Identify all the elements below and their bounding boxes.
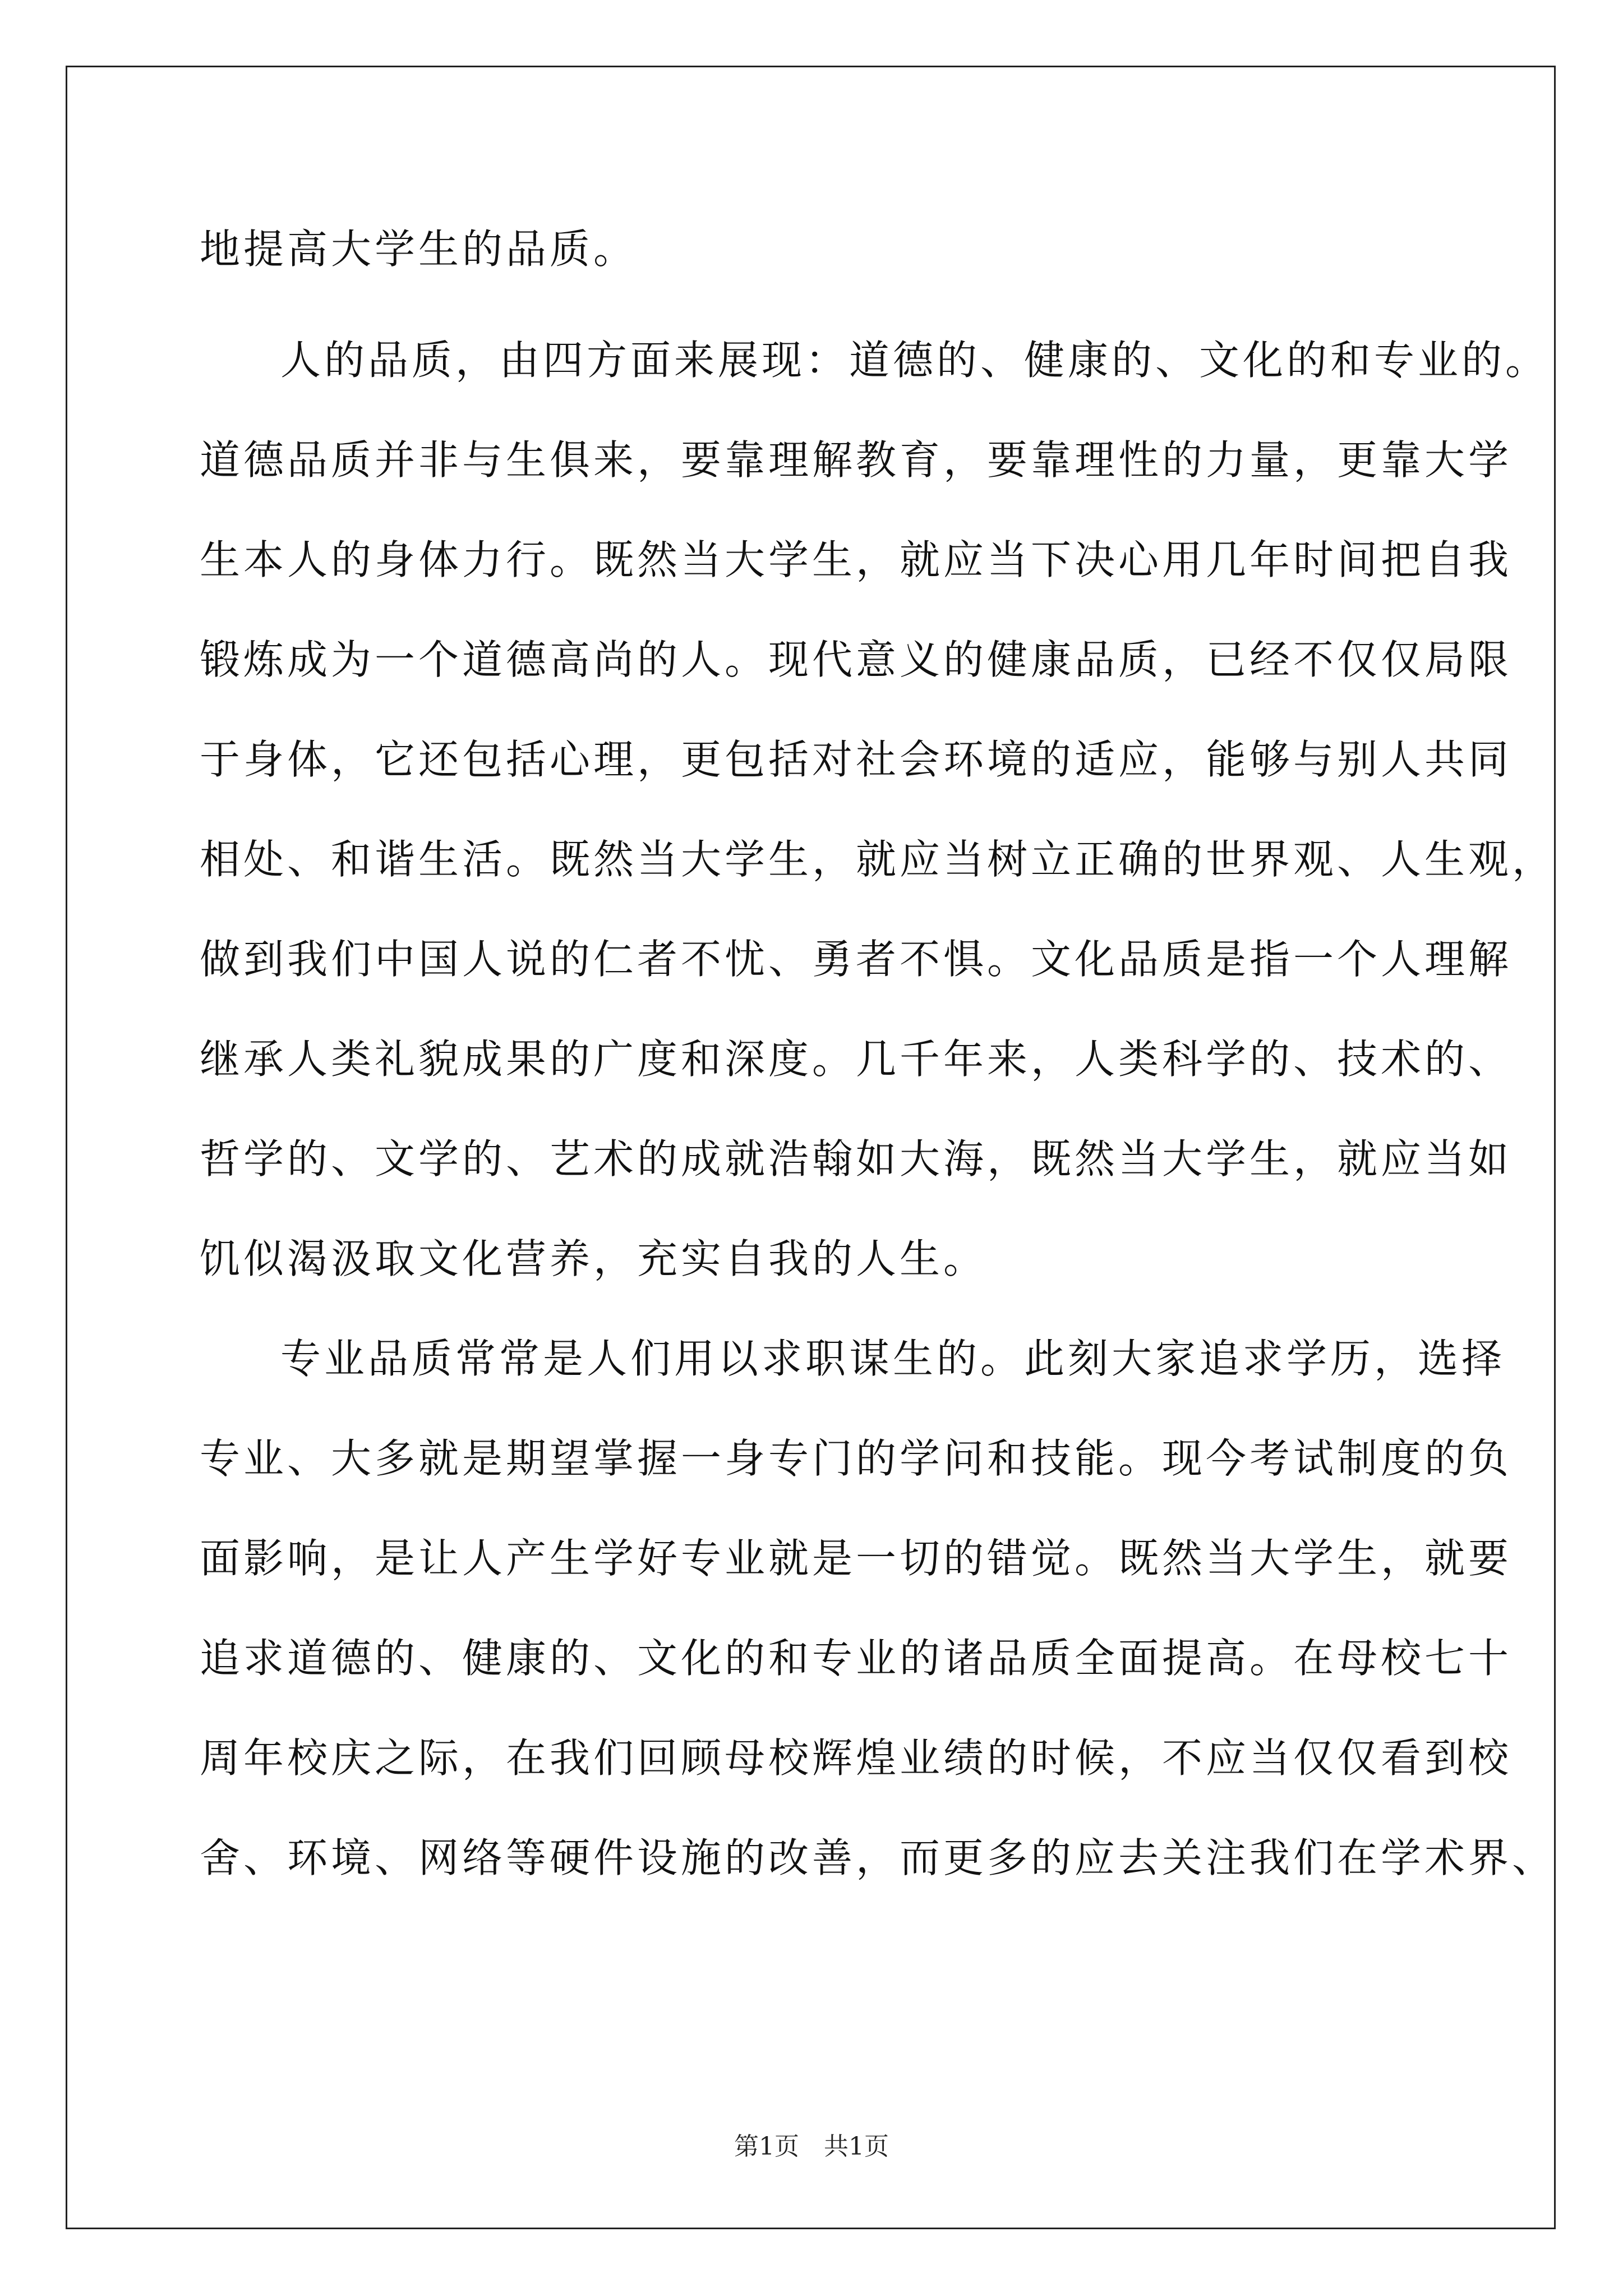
page-number-footer: 第1页 共1页 [734, 2132, 889, 2161]
text-line-indented: 专业品质常常是人们用以求职谋生的。此刻大家追求学历，选择 [280, 1335, 1506, 1382]
text-line: 地提高大学生的品质。 [200, 226, 638, 273]
text-line: 周年校庆之际，在我们回顾母校辉煌业绩的时候，不应当仅仅看到校 [200, 1734, 1513, 1782]
text-line: 继承人类礼貌成果的广度和深度。几千年来，人类科学的、技术的、 [200, 1036, 1513, 1083]
text-line-indented: 人的品质，由四方面来展现：道德的、健康的、文化的和专业的。 [280, 337, 1550, 384]
text-line: 生本人的身体力行。既然当大学生，就应当下决心用几年时间把自我 [200, 536, 1513, 583]
text-line: 哲学的、文学的、艺术的成就浩翰如大海，既然当大学生，就应当如 [200, 1135, 1513, 1182]
text-line: 饥似渴汲取文化营养，充实自我的人生。 [200, 1235, 988, 1282]
text-line: 追求道德的、健康的、文化的和专业的诸品质全面提高。在母校七十 [200, 1635, 1513, 1682]
text-line: 面影响，是让人产生学好专业就是一切的错觉。既然当大学生，就要 [200, 1535, 1513, 1582]
text-line: 舍、环境、网络等硬件设施的改善，而更多的应去关注我们在学术界、 [200, 1834, 1556, 1881]
text-line: 相处、和谐生活。既然当大学生，就应当树立正确的世界观、人生观， [200, 836, 1556, 883]
text-line: 做到我们中国人说的仁者不忧、勇者不惧。文化品质是指一个人理解 [200, 936, 1513, 983]
text-line: 道德品质并非与生俱来，要靠理解教育，要靠理性的力量，更靠大学 [200, 436, 1513, 484]
text-line: 锻炼成为一个道德高尚的人。现代意义的健康品质，已经不仅仅局限 [200, 636, 1513, 683]
text-line: 专业、大多就是期望掌握一身专门的学问和技能。现今考试制度的负 [200, 1435, 1513, 1482]
text-line: 于身体，它还包括心理，更包括对社会环境的适应，能够与别人共同 [200, 736, 1513, 783]
